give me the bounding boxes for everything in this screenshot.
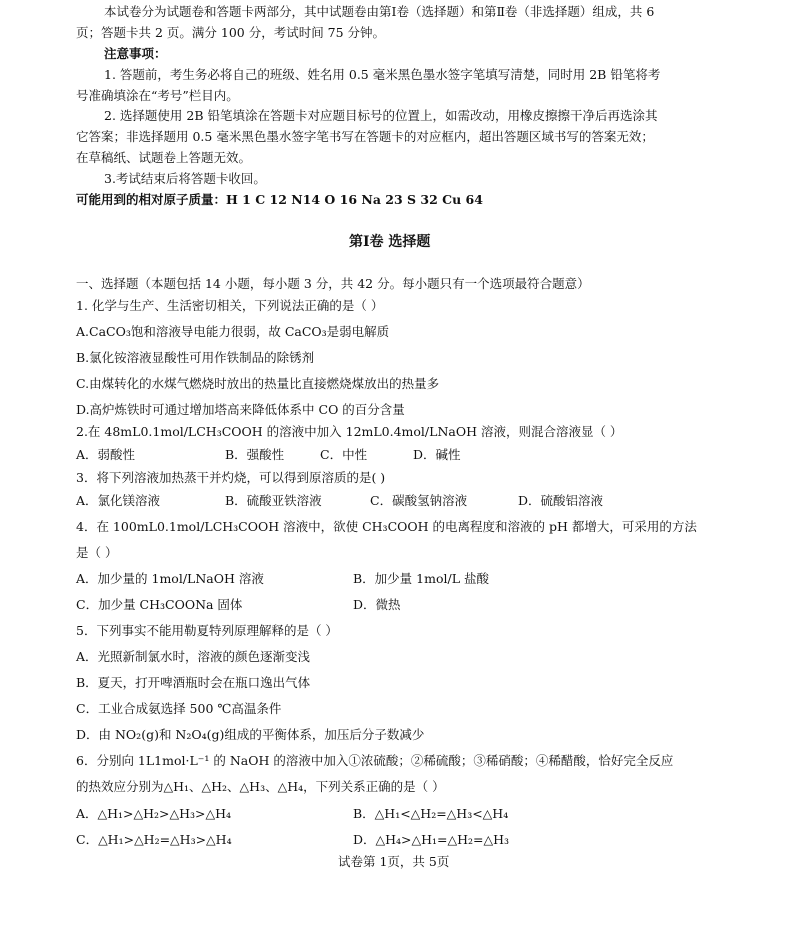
question-2-option-d: D．碱性	[413, 447, 461, 462]
question-5-option-c: C．工业合成氨选择 500 ℃高温条件	[76, 701, 282, 716]
question-6-option-a: A．△H₁>△H₂>△H₃>△H₄	[76, 806, 232, 821]
question-1-option-c: C.由煤转化的水煤气燃烧时放出的热量比直接燃烧煤放出的热量多	[76, 376, 440, 391]
question-3-stem: 3．将下列溶液加热蒸干并灼烧，可以得到原溶质的是( )	[76, 470, 386, 485]
question-5-option-a: A．光照新制氯水时，溶液的颜色逐渐变浅	[76, 649, 311, 664]
question-6-stem-line-2: 的热效应分别为△H₁、△H₂、△H₃、△H₄，下列关系正确的是（ ）	[76, 779, 445, 794]
question-5-option-d: D．由 NO₂(g)和 N₂O₄(g)组成的平衡体系，加压后分子数减少	[76, 727, 425, 742]
question-4-option-c: C．加少量 CH₃COONa 固体	[76, 597, 243, 612]
notice-title: 注意事项：	[104, 46, 167, 61]
section-title: 第Ⅰ卷 选择题	[349, 234, 431, 250]
question-1-stem: 1. 化学与生产、生活密切相关，下列说法正确的是（ ）	[76, 298, 384, 313]
notice-item-1a: 1. 答题前，考生务必将自己的班级、姓名用 0.5 毫米黑色墨水签字笔填写清楚，同时用 2B 铅笔将考	[104, 67, 661, 82]
question-2-option-c: C．中性	[320, 447, 368, 462]
section-intro: 一、选择题（本题包括 14 小题，每小题 3 分，共 42 分。每小题只有一个选项最符合题意）	[76, 276, 590, 291]
question-1-option-a: A.CaCO₃饱和溶液导电能力很弱，故 CaCO₃是弱电解质	[76, 324, 390, 339]
intro-line-2: 页；答题卡共 2 页。满分 100 分，考试时间 75 分钟。	[76, 25, 386, 40]
notice-item-3: 3.考试结束后将答题卡收回。	[104, 171, 266, 186]
notice-item-1b: 号准确填涂在“考号”栏目内。	[76, 88, 239, 103]
question-3-option-d: D．硫酸铝溶液	[518, 493, 604, 508]
question-3-option-a: A．氯化镁溶液	[76, 493, 161, 508]
question-5-stem: 5．下列事实不能用勒夏特列原理解释的是（ ）	[76, 623, 338, 638]
question-6-option-b: B．△H₁<△H₂=△H₃<△H₄	[353, 806, 509, 821]
notice-item-2a: 2. 选择题使用 2B 铅笔填涂在答题卡对应题目标号的位置上，如需改动，用橡皮擦擦干净后再选涂其	[104, 108, 658, 123]
atomic-mass-line: 可能用到的相对原子质量：H 1 C 12 N14 O 16 Na 23 S 32 Cu 64	[76, 192, 483, 207]
question-1-option-b: B.氯化铵溶液显酸性可用作铁制品的除锈剂	[76, 350, 315, 365]
question-6-option-c: C．△H₁>△H₂=△H₃>△H₄	[76, 832, 232, 847]
question-6-stem-line-1: 6．分别向 1L1mol·L⁻¹ 的 NaOH 的溶液中加入①浓硫酸；②稀硫酸；③稀硝酸；④稀醋酸，恰好完全反应	[76, 753, 674, 768]
question-2-option-a: A．弱酸性	[76, 447, 136, 462]
question-4-option-b: B．加少量 1mol/L 盐酸	[353, 571, 489, 586]
question-3-option-b: B．硫酸亚铁溶液	[225, 493, 322, 508]
notice-item-2b: 它答案；非选择题用 0.5 毫米黑色墨水签字笔书写在答题卡的对应框内，超出答题区域书写的答案无效；	[76, 129, 654, 144]
notice-item-2c: 在草稿纸、试题卷上答题无效。	[76, 150, 252, 165]
intro-line-1: 本试卷分为试题卷和答题卡两部分，其中试题卷由第Ⅰ卷（选择题）和第Ⅱ卷（非选择题）组成，共 6	[104, 4, 655, 19]
question-1-option-d: D.高炉炼铁时可通过增加塔高来降低体系中 CO 的百分含量	[76, 402, 405, 417]
question-3-option-c: C．碳酸氢钠溶液	[370, 493, 468, 508]
question-4-option-d: D．微热	[353, 597, 401, 612]
question-2-stem: 2.在 48mL0.1mol/LCH₃COOH 的溶液中加入 12mL0.4mol/LNaOH 溶液，则混合溶液显（ ）	[76, 424, 623, 439]
question-5-option-b: B．夏天，打开啤酒瓶时会在瓶口逸出气体	[76, 675, 311, 690]
question-4-stem-line-2: 是（ ）	[76, 545, 118, 560]
page-footer: 试卷第 1页，共 5页	[338, 854, 450, 869]
question-2-option-b: B．强酸性	[225, 447, 285, 462]
question-4-stem-line-1: 4．在 100mL0.1mol/LCH₃COOH 溶液中，欲使 CH₃COOH 的电离程度和溶液的 pH 都增大，可采用的方法	[76, 519, 697, 534]
question-4-option-a: A．加少量的 1mol/LNaOH 溶液	[76, 571, 264, 586]
question-6-option-d: D．△H₄>△H₁=△H₂=△H₃	[353, 832, 510, 847]
